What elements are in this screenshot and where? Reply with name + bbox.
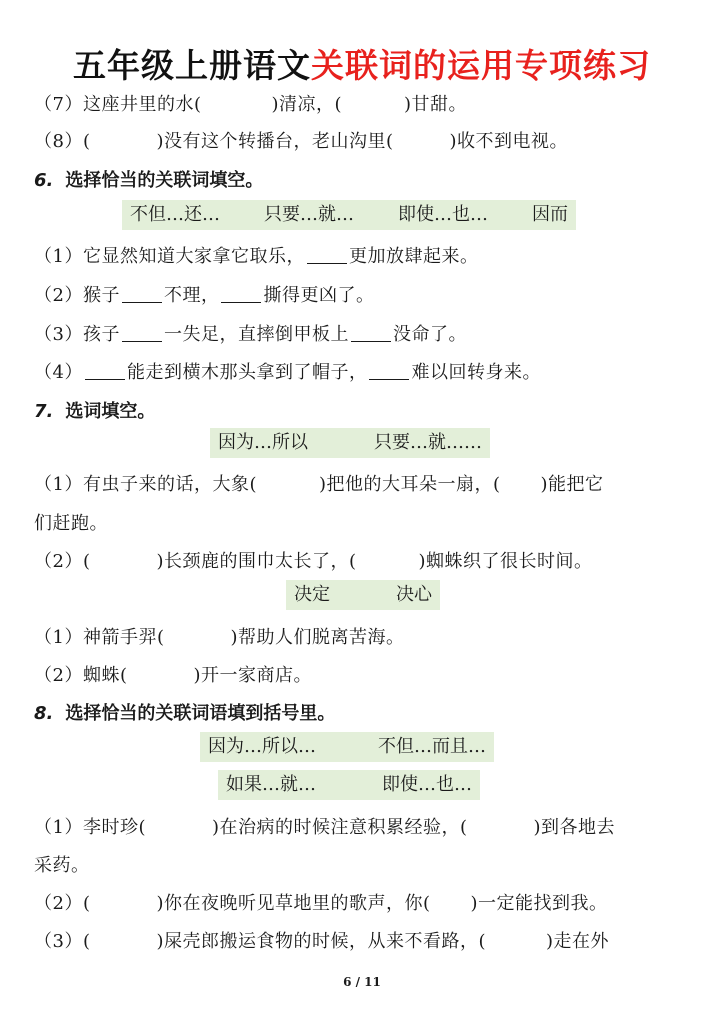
item-text: ( xyxy=(82,893,91,914)
word-option: 决定 xyxy=(294,584,330,605)
s6-item-1 xyxy=(34,242,478,268)
item-text: 李时珍( xyxy=(82,817,146,838)
item-label: （1） xyxy=(34,817,83,838)
fill-blank[interactable] xyxy=(369,363,409,380)
item-text: 不理， xyxy=(163,285,220,306)
item-text: 孩子 xyxy=(82,324,120,345)
item-text: )你在夜晚听见草地里的歌声，你( xyxy=(156,893,431,914)
item-label: （2） xyxy=(34,285,83,306)
s6-item-2 xyxy=(34,281,374,307)
s7-item-1 xyxy=(34,470,604,496)
section-6-heading xyxy=(34,166,263,192)
item-text: 它显然知道大家拿它取乐， xyxy=(82,246,305,267)
word-option: 只要…就…… xyxy=(374,432,482,453)
section-number: 6. xyxy=(34,170,54,191)
word-bank-7b xyxy=(286,580,440,610)
section-8-heading xyxy=(34,699,335,725)
item-text: )能把它 xyxy=(540,474,604,495)
item-text: )在治病的时候注意积累经验，( xyxy=(211,817,468,838)
section-7-heading xyxy=(34,397,155,423)
word-bank-8b xyxy=(218,770,480,800)
fill-blank[interactable] xyxy=(351,325,391,342)
item-text: 这座井里的水( xyxy=(82,94,202,115)
s8-item-2 xyxy=(34,889,608,915)
section-heading-text: 选择恰当的关联词填空。 xyxy=(65,170,264,191)
item-text: )收不到电视。 xyxy=(449,131,569,152)
word-bank-6 xyxy=(122,200,576,230)
word-option: 不但…而且… xyxy=(378,736,486,757)
page-number: 6 / 11 xyxy=(343,975,381,989)
item-text: )把他的大耳朵一扇，( xyxy=(318,474,501,495)
item-text: 没命了。 xyxy=(392,324,467,345)
word-option: 即使…也… xyxy=(382,774,472,795)
item-text: 采药。 xyxy=(34,855,90,876)
item-text: )屎壳郎搬运食物的时候，从来不看路，( xyxy=(156,931,487,952)
item-text: 一失足，直摔倒甲板上 xyxy=(163,324,349,345)
item-text: )开一家商店。 xyxy=(193,665,313,686)
fill-blank[interactable] xyxy=(307,247,347,264)
fill-blank[interactable] xyxy=(85,363,125,380)
item-label: （2） xyxy=(34,893,83,914)
item-text: )蜘蛛织了很长时间。 xyxy=(418,551,593,572)
title-red-part: 关联词的运用专项练习 xyxy=(311,46,651,85)
page-title xyxy=(0,40,724,87)
item-label: （7） xyxy=(34,94,83,115)
item-text: 能走到横木那头拿到了帽子， xyxy=(126,362,368,383)
s6-item-4 xyxy=(34,358,541,384)
item-label: （2） xyxy=(34,551,83,572)
fill-blank[interactable] xyxy=(122,286,162,303)
s7-item-1-cont xyxy=(34,509,108,535)
prev-item-7 xyxy=(34,90,467,116)
section-number: 8. xyxy=(34,703,54,724)
s8-item-1-cont xyxy=(34,851,90,877)
s8-item-3 xyxy=(34,927,609,953)
word-option: 不但…还… xyxy=(130,204,220,225)
s7b-item-1 xyxy=(34,623,405,649)
item-label: （8） xyxy=(34,131,83,152)
item-text: 猴子 xyxy=(82,285,120,306)
item-text: ( xyxy=(82,131,91,152)
item-text: ( xyxy=(82,931,91,952)
item-text: )清凉，( xyxy=(271,94,343,115)
section-number: 7. xyxy=(34,401,54,422)
item-text: )甘甜。 xyxy=(404,94,468,115)
s7-item-2 xyxy=(34,547,593,573)
word-bank-7a xyxy=(210,428,490,458)
word-option: 因为…所以… xyxy=(208,736,316,757)
item-label: （2） xyxy=(34,665,83,686)
s7b-item-2 xyxy=(34,661,312,687)
title-black-part: 五年级上册语文 xyxy=(73,46,311,85)
item-text: 神箭手羿( xyxy=(82,627,165,648)
item-text: )走在外 xyxy=(546,931,610,952)
item-text: )长颈鹿的围巾太长了，( xyxy=(156,551,357,572)
word-option: 决心 xyxy=(396,584,432,605)
word-option: 因为…所以 xyxy=(218,432,308,453)
prev-item-8 xyxy=(34,127,568,153)
section-heading-text: 选择恰当的关联词语填到括号里。 xyxy=(65,703,336,724)
word-option: 如果…就… xyxy=(226,774,316,795)
item-text: 撕得更凶了。 xyxy=(263,285,375,306)
item-label: （1） xyxy=(34,627,83,648)
word-option: 只要…就… xyxy=(264,204,354,225)
s6-item-3 xyxy=(34,320,467,346)
item-text: 蜘蛛( xyxy=(82,665,128,686)
item-label: （4） xyxy=(34,362,83,383)
item-text: 难以回转身来。 xyxy=(411,362,541,383)
word-option: 因而 xyxy=(532,204,568,225)
item-label: （3） xyxy=(34,931,83,952)
item-text: )没有这个转播台，老山沟里( xyxy=(156,131,394,152)
item-text: )到各地去 xyxy=(533,817,616,838)
word-bank-8a xyxy=(200,732,494,762)
fill-blank[interactable] xyxy=(221,286,261,303)
item-label: （1） xyxy=(34,246,83,267)
item-text: )帮助人们脱离苦海。 xyxy=(230,627,405,648)
item-text: )一定能找到我。 xyxy=(470,893,608,914)
fill-blank[interactable] xyxy=(122,325,162,342)
item-label: （3） xyxy=(34,324,83,345)
item-label: （1） xyxy=(34,474,83,495)
item-text: 更加放肆起来。 xyxy=(348,246,479,267)
item-text: 们赶跑。 xyxy=(34,513,108,534)
item-text: ( xyxy=(82,551,91,572)
section-heading-text: 选词填空。 xyxy=(65,401,156,422)
item-text: 有虫子来的话，大象( xyxy=(82,474,257,495)
s8-item-1 xyxy=(34,813,615,839)
word-option: 即使…也… xyxy=(398,204,488,225)
